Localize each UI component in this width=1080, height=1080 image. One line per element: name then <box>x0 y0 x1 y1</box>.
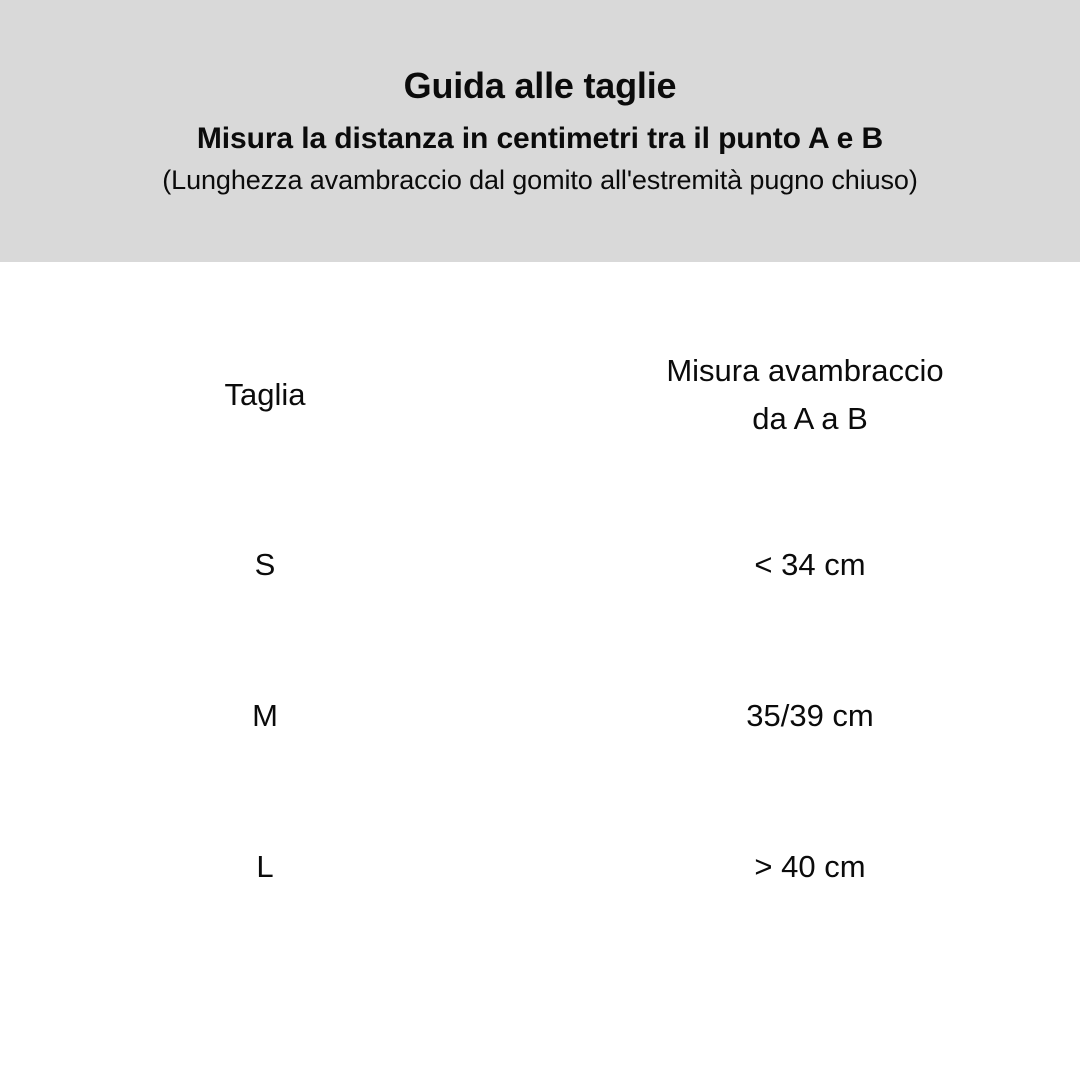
header-subtitle-line2: (Lunghezza avambraccio dal gomito all'estremità pugno chiuso) <box>162 165 918 195</box>
cell-size-s: S <box>254 547 276 582</box>
column-header-measure-line1: Misura avambraccio <box>666 353 944 388</box>
header-subtitle-line1: Misura la distanza in centimetri tra il punto A e B <box>196 122 884 155</box>
table-row <box>0 538 1080 592</box>
header-band <box>0 0 1080 262</box>
column-header-size: Taglia <box>224 377 306 412</box>
cell-measure-s: < 34 cm <box>754 547 866 582</box>
cell-size-l: L <box>256 849 274 884</box>
column-header-measure-line2: da A a B <box>752 401 868 436</box>
page-title: Guida alle taglie <box>403 65 677 106</box>
table-row <box>0 840 1080 894</box>
table-header-row <box>0 340 1080 450</box>
cell-measure-m: 35/39 cm <box>746 698 874 733</box>
column-header-measure <box>530 347 1080 443</box>
size-table <box>0 262 1080 1080</box>
cell-measure-l: > 40 cm <box>754 849 866 884</box>
cell-size-m: M <box>252 698 278 733</box>
table-row <box>0 689 1080 743</box>
